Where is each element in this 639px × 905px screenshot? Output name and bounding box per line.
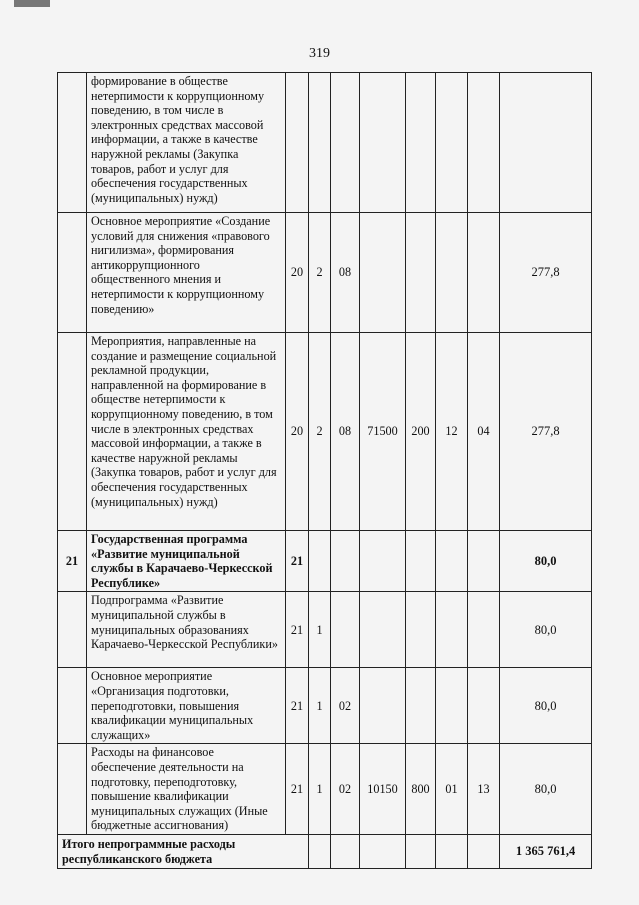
page-number: 319 [309, 46, 330, 61]
section-code: 1 [309, 744, 331, 835]
function-section-code [436, 213, 468, 333]
subsection-code [331, 73, 360, 213]
row-number: 21 [58, 531, 87, 592]
subsection-code: 08 [331, 333, 360, 531]
ministry-code: 21 [286, 668, 309, 744]
ministry-code: 21 [286, 592, 309, 668]
total-amount: 1 365 761,4 [500, 834, 592, 868]
function-subsection-code: 04 [468, 333, 500, 531]
section-code: 1 [309, 592, 331, 668]
function-subsection-code [468, 73, 500, 213]
expense-type-code [406, 668, 436, 744]
function-section-code [436, 592, 468, 668]
amount-cell [500, 73, 592, 213]
section-code: 1 [309, 668, 331, 744]
table-row [58, 531, 592, 592]
amount-cell: 277,8 [500, 213, 592, 333]
function-subsection-code [468, 592, 500, 668]
row-description: Расходы на финансовое обеспечение деятельности на подготовку, переподготовку, повышение квалификации муниципальных служащих (Иные бюджетные ассигнования) [87, 744, 286, 835]
amount-cell: 80,0 [500, 668, 592, 744]
expense-type-code [406, 213, 436, 333]
section-code [309, 531, 331, 592]
target-article-code: 71500 [360, 333, 406, 531]
subsection-code [331, 531, 360, 592]
function-section-code: 01 [436, 744, 468, 835]
ministry-code: 21 [286, 531, 309, 592]
row-number [58, 592, 87, 668]
amount-cell: 80,0 [500, 531, 592, 592]
target-article-code: 10150 [360, 744, 406, 835]
target-article-code [360, 213, 406, 333]
ministry-code: 20 [286, 333, 309, 531]
row-description: Государственная программа «Развитие муниципальной службы в Карачаево-Черкесской Республике» [87, 531, 286, 592]
function-subsection-code: 13 [468, 744, 500, 835]
total-label: Итого непрограммные расходы республиканского бюджета [58, 834, 309, 868]
amount-cell: 80,0 [500, 592, 592, 668]
table-row [58, 744, 592, 835]
ministry-code: 20 [286, 213, 309, 333]
empty-cell [309, 834, 331, 868]
budget-table [57, 72, 592, 869]
target-article-code [360, 668, 406, 744]
section-code: 2 [309, 213, 331, 333]
row-number [58, 744, 87, 835]
row-number [58, 73, 87, 213]
function-section-code: 12 [436, 333, 468, 531]
amount-cell: 277,8 [500, 333, 592, 531]
subsection-code: 02 [331, 668, 360, 744]
expense-type-code [406, 73, 436, 213]
row-description: Основное мероприятие «Организация подготовки, переподготовки, повышения квалификации муниципальных служащих» [87, 668, 286, 744]
target-article-code [360, 73, 406, 213]
amount-cell: 80,0 [500, 744, 592, 835]
function-subsection-code [468, 531, 500, 592]
expense-type-code [406, 531, 436, 592]
table-row [58, 668, 592, 744]
expense-type-code [406, 592, 436, 668]
table-row [58, 213, 592, 333]
expense-type-code: 800 [406, 744, 436, 835]
ministry-code: 21 [286, 744, 309, 835]
target-article-code [360, 531, 406, 592]
function-subsection-code [468, 668, 500, 744]
subsection-code [331, 592, 360, 668]
table-row [58, 73, 592, 213]
subsection-code: 02 [331, 744, 360, 835]
row-description: Подпрограмма «Развитие муниципальной службы в муниципальных образованиях Карачаево-Черкесской Республики» [87, 592, 286, 668]
empty-cell [468, 834, 500, 868]
target-article-code [360, 592, 406, 668]
total-row [58, 834, 592, 868]
empty-cell [331, 834, 360, 868]
scan-corner-mark [14, 0, 50, 7]
row-number [58, 213, 87, 333]
section-code [309, 73, 331, 213]
row-description: Мероприятия, направленные на создание и размещение социальной рекламной продукции, направленной на формирование в обществе нетерпимости к коррупционному поведению, в том числе в электронных средствах массовой информации, а также в качестве наружной рекламы (Закупка товаров, работ и услуг для обеспечения государственных (муниципальных) нужд) [87, 333, 286, 531]
subsection-code: 08 [331, 213, 360, 333]
expense-type-code: 200 [406, 333, 436, 531]
function-subsection-code [468, 213, 500, 333]
row-description: Основное мероприятие «Создание условий для снижения «правового нигилизма», формирования антикоррупционного общественного мнения и нетерпимости к коррупционному поведению» [87, 213, 286, 333]
function-section-code [436, 668, 468, 744]
section-code: 2 [309, 333, 331, 531]
empty-cell [436, 834, 468, 868]
empty-cell [406, 834, 436, 868]
row-number [58, 668, 87, 744]
function-section-code [436, 531, 468, 592]
table-row [58, 592, 592, 668]
table-row [58, 333, 592, 531]
ministry-code [286, 73, 309, 213]
row-number [58, 333, 87, 531]
row-description: формирование в обществе нетерпимости к коррупционному поведению, в том числе в электронных средствах массовой информации, а также в качестве наружной рекламы (Закупка товаров, работ и услуг для обеспечения государственных (муниципальных) нужд) [87, 73, 286, 213]
empty-cell [360, 834, 406, 868]
function-section-code [436, 73, 468, 213]
